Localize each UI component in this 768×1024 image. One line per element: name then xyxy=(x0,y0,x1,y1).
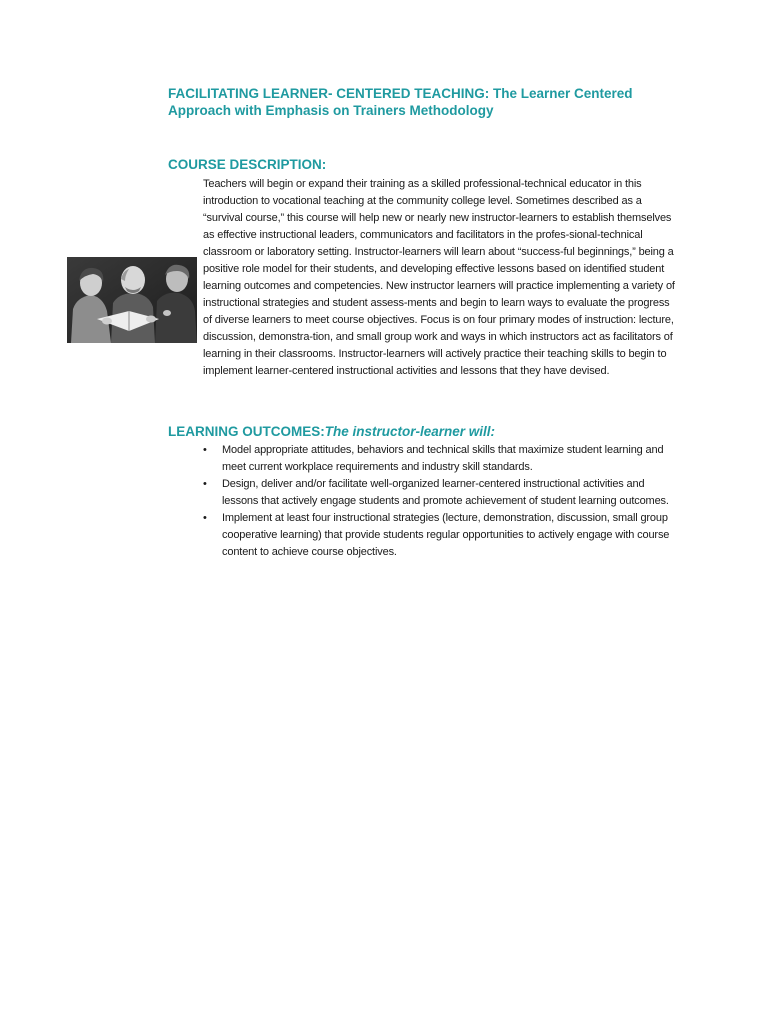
learning-outcomes-heading-label: LEARNING OUTCOMES: xyxy=(168,424,325,439)
course-description-body: Teachers will begin or expand their training as a skilled professional-technical educator in this introduction to vocational teaching at the community college level. Sometimes described as a “survival course,” this course will help new or nearly new instructor-learners to establish themselves as effective instructional leaders, communicators and facilitators in the profes-sional-technical classroom or laboratory setting. Instructor-learners will learn about “success-ful beginnings,” being a positive role model for their students, and developing effective lessons based on identified student learning outcomes and competencies. New instructor learners will practice implementing a variety of instructional strategies and student assess-ments and begin to learn ways to evaluate the progress of diverse learners to meet course objectives. Focus is on four primary modes of instruction: lecture, discussion, demonstra-tion, and small group work and ways in which instructors act as facilitators of learning in their classrooms. Instructor-learners will actively practice their teaching skills to begin to implement learner-centered instructional activities and lessons that they have devised. xyxy=(203,178,675,377)
learning-outcomes-subheading: The instructor-learner will: xyxy=(324,424,496,439)
document-title: FACILITATING LEARNER- CENTERED TEACHING: The Learner Centered Approach with Emphasis on Trainers Methodology xyxy=(168,86,633,118)
learning-outcome-item xyxy=(203,510,681,561)
learning-outcome-text: Implement at least four instructional strategies (lecture, demonstration, discussion, small group cooperative learning) that provide students regular opportunities to actively engage with course content to achieve course objectives. xyxy=(222,512,670,558)
bullet-icon: • xyxy=(203,444,207,456)
bullet-icon: • xyxy=(203,478,207,490)
bullet-icon: • xyxy=(203,512,207,524)
learning-outcome-item xyxy=(203,476,681,510)
learning-outcome-text: Design, deliver and/or facilitate well-organized learner-centered instructional activities and lessons that actively engage students and promote achievement of student learning outcomes. xyxy=(222,478,669,507)
learning-outcome-item xyxy=(203,442,681,476)
learning-outcome-text: Model appropriate attitudes, behaviors and technical skills that maximize student learning and meet current workplace requirements and industry skill standards. xyxy=(222,444,664,473)
learning-outcomes-heading xyxy=(168,423,495,440)
group-of-three-people-reading-photo xyxy=(67,257,197,343)
learning-outcomes-list xyxy=(203,442,681,561)
course-description-heading: COURSE DESCRIPTION: xyxy=(168,157,327,172)
